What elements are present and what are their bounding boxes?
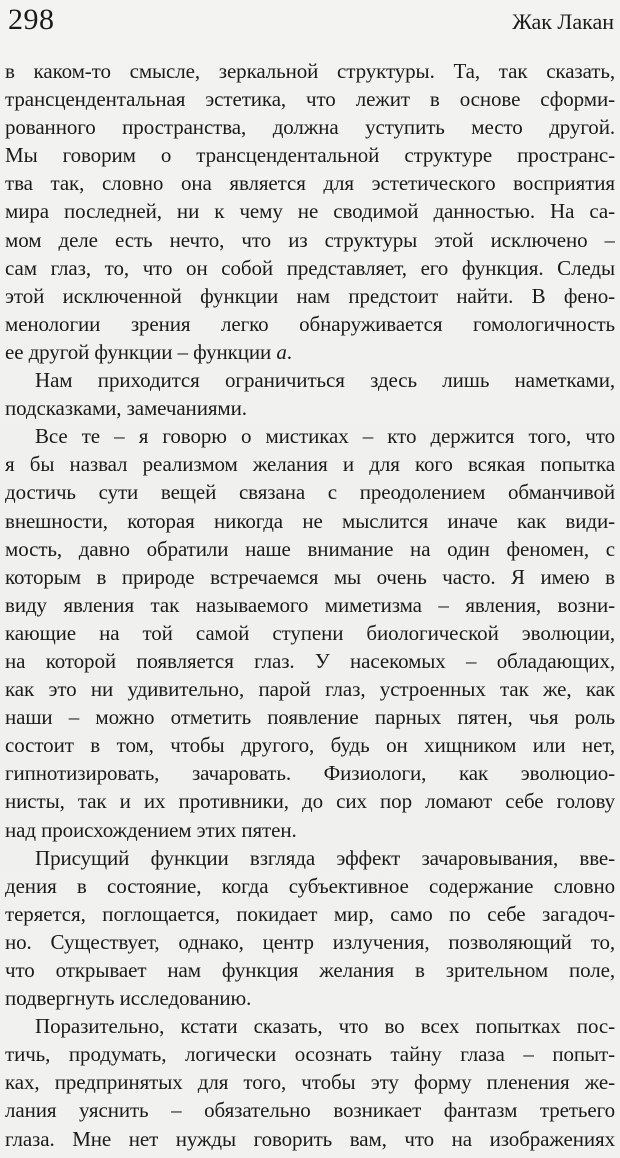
running-head: Жак Лакан — [512, 9, 614, 34]
text-line: виду явления так называемого миметизма – явления, возни- — [5, 592, 615, 617]
text-line: ее другой функции – функции а. — [5, 339, 292, 364]
text-line: Поразительно, кстати сказать, что во всех попытках пос- — [35, 1014, 615, 1039]
text-line: но. Существует, однако, центр излучения, позволяющий то, — [5, 929, 615, 954]
text-line: внешности, которая никогда не мыслится иначе как види- — [5, 508, 615, 533]
text-line: сам глаз, то, что он собой представляет, его функция. Следы — [5, 255, 615, 280]
text-line: наши – можно отметить появление парных пятен, чья роль — [5, 705, 615, 730]
page-header — [8, 4, 614, 36]
text-line: над происхождением этих пятен. — [5, 817, 297, 842]
text-line: я бы назвал реализмом желания и для кого всякая попытка — [5, 452, 615, 477]
text-line: менологии зрения легко обнаруживается гомологичность — [5, 311, 615, 336]
text-line: глаза. Мне нет нужды говорить вам, что на изображениях — [5, 1126, 615, 1151]
text-line: тичь, продумать, логически осознать тайну глаза – попыт- — [5, 1042, 615, 1067]
text-line: лания уяснить – обязательно возникает фантазм третьего — [5, 1098, 615, 1123]
text-line: трансцендентальная эстетика, что лежит в основе сформи- — [5, 87, 615, 112]
text-line: Все те – я говорю о мистиках – кто держится того, что — [35, 424, 615, 449]
text-line: гипнотизировать, зачаровать. Физиологи, как эволюцио- — [5, 761, 615, 786]
text-line: в каком-то смысле, зеркальной структуры. Та, так сказать, — [5, 59, 615, 83]
text-line: Присущий функции взгляда эффект зачаровывания, вве- — [35, 845, 615, 870]
text-line: нисты, так и их противники, до сих пор ломают себе голову — [5, 789, 615, 814]
page-number: 298 — [8, 3, 55, 36]
text-line: Нам приходится ограничиться здесь лишь наметками, — [35, 368, 615, 393]
text-line: подсказками, замечаниями. — [5, 396, 247, 421]
text-line: как это ни удивительно, парой глаз, устроенных так же, как — [5, 677, 615, 702]
text-line: достичь сути вещей связана с преодолением обманчивой — [5, 480, 615, 505]
text-line: теряется, поглощается, покидает мир, само по себе загадоч- — [5, 901, 615, 926]
text-line: мость, давно обратили наше внимание на один феномен, с — [5, 536, 615, 561]
text-line: рованного пространства, должна уступить место другой. — [5, 115, 615, 140]
text-line: на которой появляется глаз. У насекомых – обладающих, — [5, 648, 615, 673]
text-line: мира последней, ни к чему не сводимой данностью. На са- — [5, 199, 615, 224]
text-line: дения в состояние, когда субъективное содержание словно — [5, 873, 615, 898]
text-line: подвергнуть исследованию. — [5, 986, 252, 1011]
text-line: этой исключенной функции нам предстоит найти. В фено- — [5, 283, 615, 308]
page-body — [5, 57, 615, 1153]
text-line: тва так, словно она является для эстетического восприятия — [5, 171, 615, 196]
text-line: Мы говорим о трансцендентальной структуре пространс- — [5, 143, 615, 168]
text-line: мом деле есть нечто, что из структуры этой исключено – — [5, 227, 615, 252]
text-line: которым в природе встречаемся мы очень часто. Я имею в — [5, 564, 615, 589]
text-line: кающие на той самой ступени биологической эволюции, — [5, 620, 615, 645]
text-line: состоит в том, чтобы другого, будь он хищником или нет, — [5, 733, 615, 758]
text-line: что открывает нам функция желания в зрительном поле, — [5, 958, 615, 982]
text-line: ках, предпринятых для того, чтобы эту форму пленения же- — [5, 1070, 615, 1095]
